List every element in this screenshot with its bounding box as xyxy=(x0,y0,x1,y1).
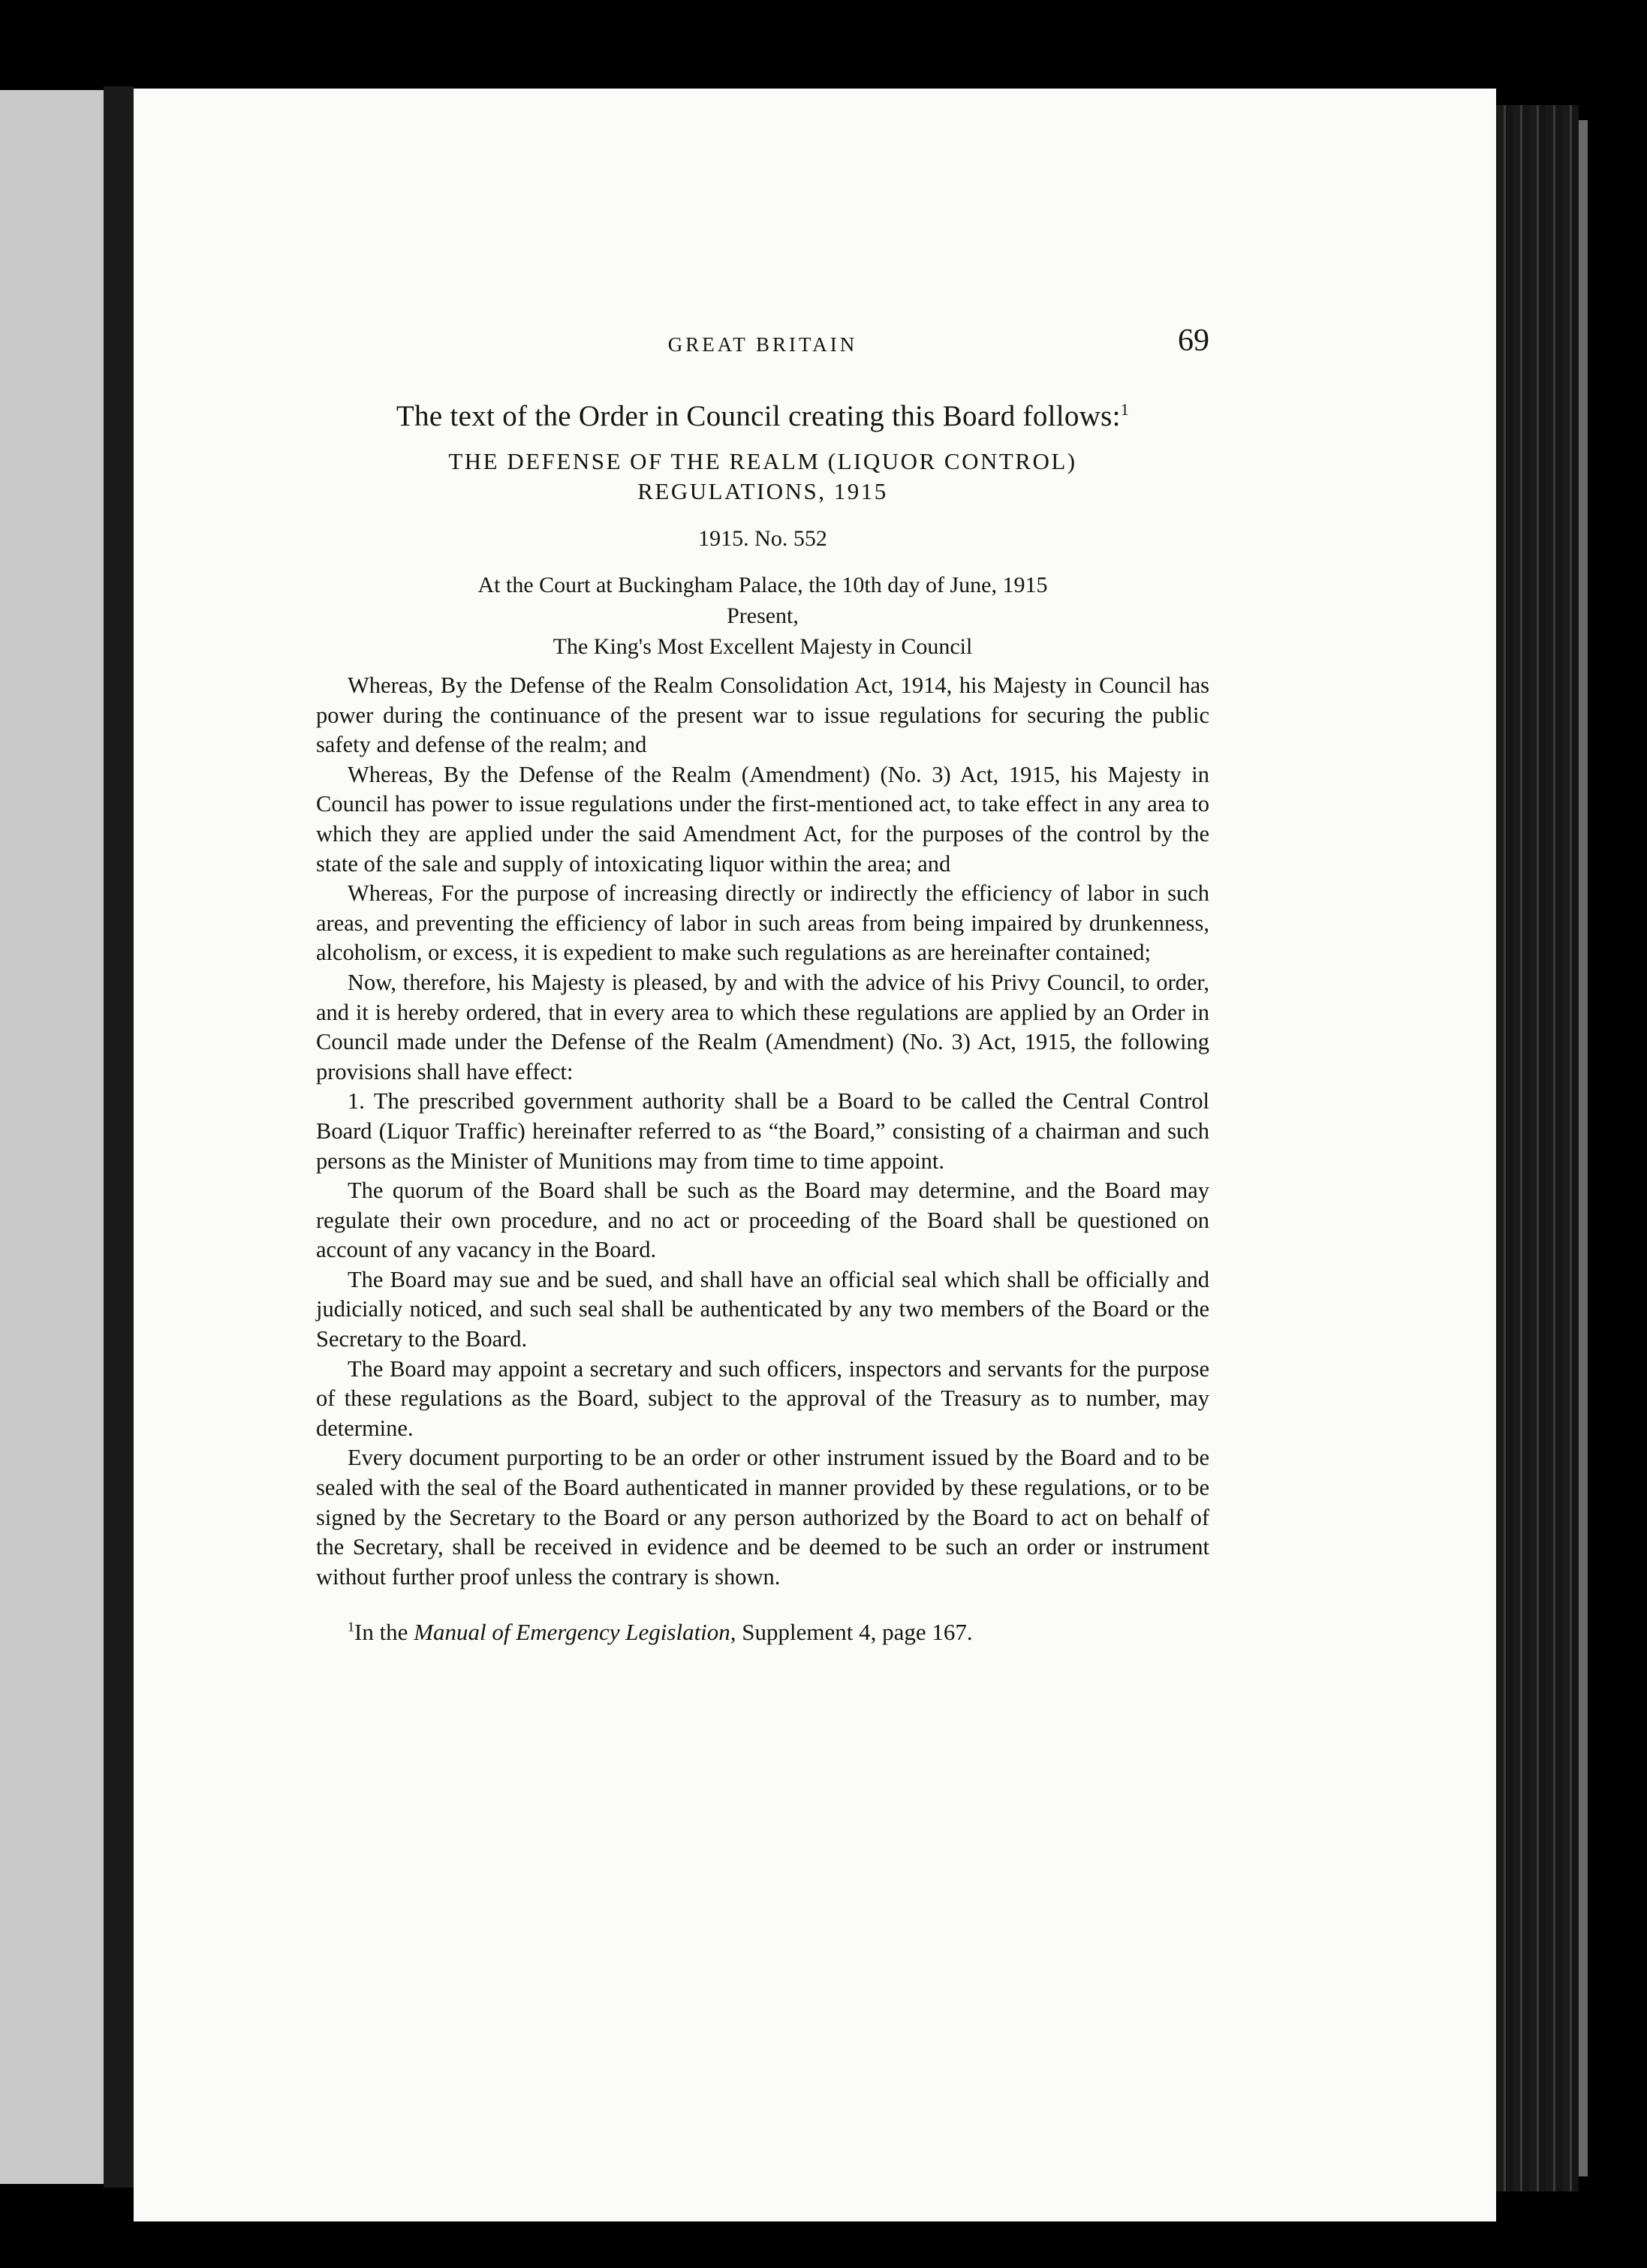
left-page-edge xyxy=(0,90,104,2184)
intro-line xyxy=(316,399,1209,433)
court-line-3: The King's Most Excellent Majesty in Council xyxy=(553,634,973,659)
act-number: 1915. No. 552 xyxy=(698,526,827,551)
footnote-title: Manual of Emergency Legislation, xyxy=(414,1619,736,1646)
page-number: 69 xyxy=(1178,323,1209,358)
body-text xyxy=(316,671,1209,1592)
paragraph: Every document purporting to be an order or other instrument issued by the Board and to be sealed with the seal of the Board authenticated in manner provided by these regulations, or to be signed by the Secretary to the Board or any person authorized by the Board to act on behalf of the Secretary, shall be received in evidence and be deemed to be such an order or instrument without further proof unless the contrary is shown. xyxy=(316,1445,1209,1590)
act-title-line-2: REGULATIONS, 1915 xyxy=(637,478,888,504)
running-head xyxy=(316,323,1209,368)
intro-text: The text of the Order in Council creating this Board follows: xyxy=(396,400,1121,432)
act-title-line-1: THE DEFENSE OF THE REALM (LIQUOR CONTROL) xyxy=(448,448,1077,474)
court-heading xyxy=(316,570,1209,662)
footnote-suffix: Supplement 4, page 167. xyxy=(736,1619,973,1646)
right-page-stack xyxy=(1496,105,1579,2191)
paragraph: The quorum of the Board shall be such as the Board may determine, and the Board may regulate their own procedure, and no act or proceeding of the Board shall be questioned on account of any vacancy in the Board. xyxy=(316,1178,1209,1263)
paragraph: The Board may sue and be sued, and shall have an official seal which shall be officially and judicially noticed, and such seal shall be authenticated by any two members of the Board or the Secretary to the Board. xyxy=(316,1266,1209,1352)
paragraph: Whereas, By the Defense of the Realm Consolidation Act, 1914, his Majesty in Council has power during the continuance of the present war to issue regulations for securing the public safety and defense of the realm; and xyxy=(316,672,1209,758)
page-content xyxy=(316,323,1209,1646)
paragraph: The Board may appoint a secretary and such officers, inspectors and servants for the purpose of these regulations as the Board, subject to the approval of the Treasury as to number, may determine. xyxy=(316,1355,1209,1441)
paragraph: Now, therefore, his Majesty is pleased, by and with the advice of his Privy Council, to order, and it is hereby ordered, that in every area to which these regulations are applied by an Order in Council made under the Defense of the Realm (Amendment) (No. 3) Act, 1915, the following provisions shall have effect: xyxy=(316,969,1209,1084)
binding-gutter xyxy=(104,86,134,2188)
footnote xyxy=(316,1619,1209,1646)
right-page-edge xyxy=(1579,120,1588,2176)
paragraph: Whereas, For the purpose of increasing directly or indirectly the efficiency of labor in such areas, and preventing the efficiency of labor in such areas from being impaired by drunkenness, alcoholism, or excess, it is expedient to make such regulations as are hereinafter contained; xyxy=(316,880,1209,966)
footnote-reference: 1 xyxy=(1120,400,1130,419)
paragraph: 1. The prescribed government authority shall be a Board to be called the Central Control Board (Liquor Traffic) hereinafter referred to as “the Board,” consisting of a chairman and such persons as the Minister of Munitions may from time to time appoint. xyxy=(316,1088,1209,1174)
running-title: GREAT BRITAIN xyxy=(667,333,858,356)
act-title xyxy=(316,447,1209,507)
court-line-1: At the Court at Buckingham Palace, the 10th day of June, 1915 xyxy=(477,573,1048,597)
paragraph: Whereas, By the Defense of the Realm (Amendment) (No. 3) Act, 1915, his Majesty in Council has power to issue regulations under the first-mentioned act, to take effect in any area to which they are applied under the said Amendment Act, for the purposes of the control by the state of the sale and supply of intoxicating liquor within the area; and xyxy=(316,761,1209,877)
court-line-2: Present, xyxy=(727,603,799,628)
footnote-mark: 1 xyxy=(348,1620,354,1635)
footnote-prefix: In the xyxy=(354,1619,414,1646)
